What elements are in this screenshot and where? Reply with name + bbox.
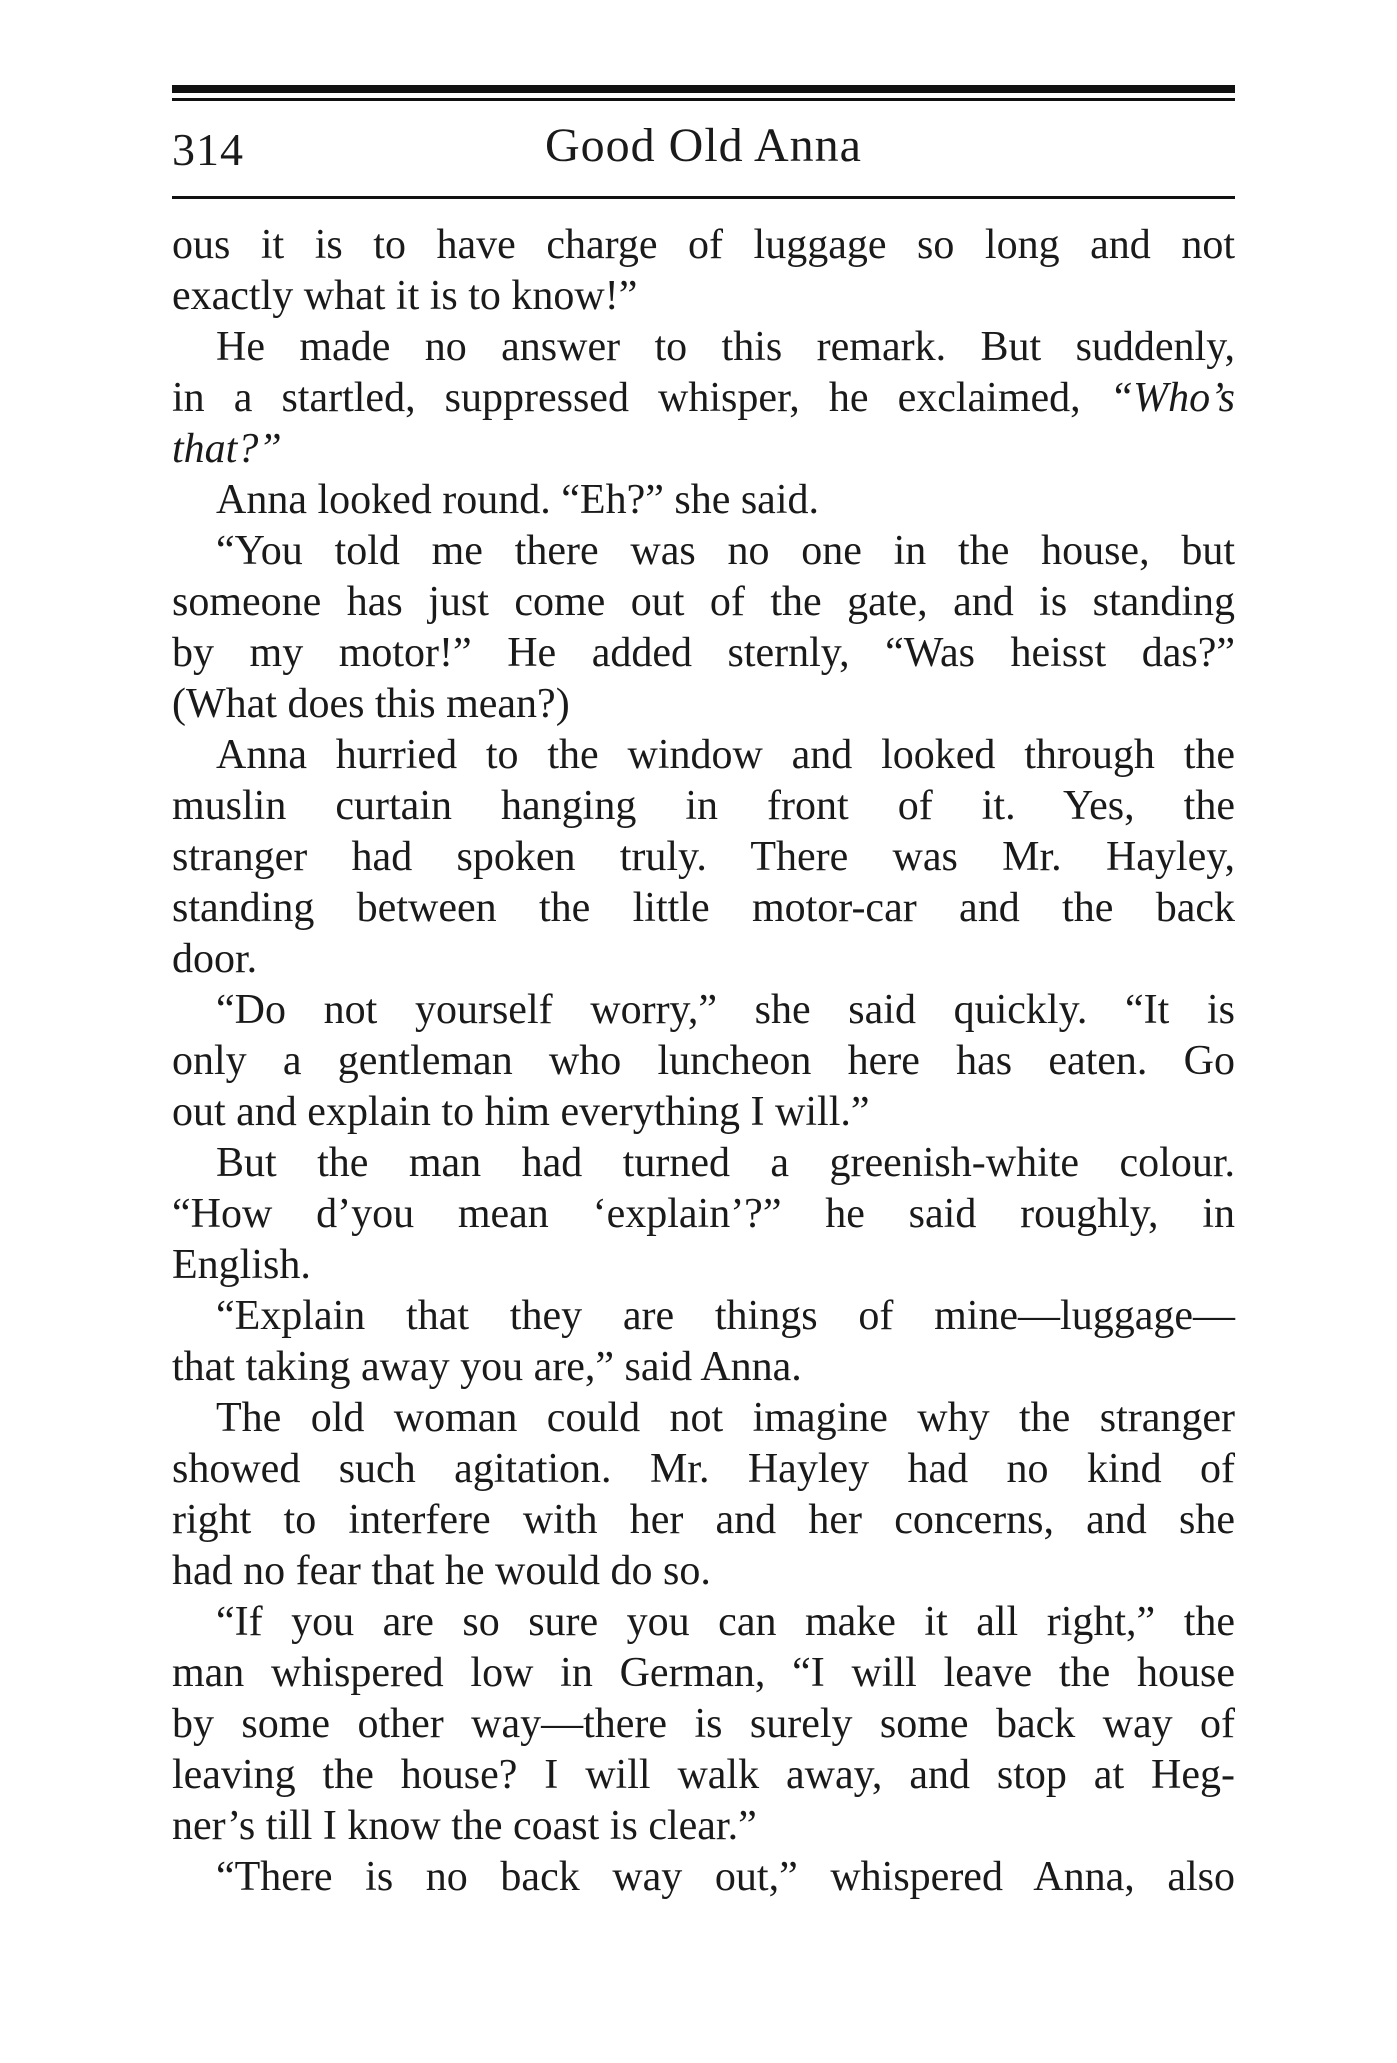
running-title: Good Old Anna bbox=[545, 119, 862, 172]
text-line: “Do not yourself worry,” she said quickly. “It is bbox=[216, 987, 1235, 1033]
text-line: (What does this mean?) bbox=[172, 681, 570, 727]
text-line: The old woman could not imagine why the stranger bbox=[216, 1395, 1235, 1441]
text-line: “Explain that they are things of mine—luggage— bbox=[216, 1293, 1235, 1339]
text-line: out and explain to him everything I will.” bbox=[172, 1089, 870, 1135]
text-line: “If you are so sure you can make it all right,” the bbox=[216, 1599, 1235, 1645]
text-line: by some other way—there is surely some back way of bbox=[172, 1701, 1235, 1747]
text-line: “How d’you mean ‘explain’?” he said roughly, in bbox=[172, 1191, 1235, 1237]
body-text bbox=[172, 220, 1235, 1903]
text-line: ous it is to have charge of luggage so long and not bbox=[172, 222, 1235, 268]
text-line: standing between the little motor-car and the back bbox=[172, 885, 1235, 931]
header-rule-thin bbox=[172, 98, 1235, 101]
text-line: man whispered low in German, “I will leave the house bbox=[172, 1650, 1235, 1696]
header-rule-thick bbox=[172, 85, 1235, 93]
text-line: only a gentleman who luncheon here has eaten. Go bbox=[172, 1038, 1235, 1084]
text-line: exactly what it is to know!” bbox=[172, 273, 638, 319]
text-line: Anna hurried to the window and looked through the bbox=[216, 732, 1235, 778]
text-line: showed such agitation. Mr. Hayley had no kind of bbox=[172, 1446, 1235, 1492]
text-line: Anna looked round. “Eh?” she said. bbox=[216, 477, 819, 523]
text-line bbox=[172, 373, 1235, 424]
text-line: stranger had spoken truly. There was Mr. Hayley, bbox=[172, 834, 1235, 880]
page-header bbox=[172, 110, 1235, 190]
text-line: English. bbox=[172, 1242, 311, 1288]
text-line bbox=[172, 424, 1235, 475]
italic-segment: “Who’s bbox=[1109, 375, 1236, 421]
italic-segment: that?” bbox=[172, 426, 282, 472]
text-line: had no fear that he would do so. bbox=[172, 1548, 711, 1594]
text-line: He made no answer to this remark. But suddenly, bbox=[216, 324, 1235, 370]
text-line: “There is no back way out,” whispered Anna, also bbox=[216, 1854, 1235, 1900]
text-line: But the man had turned a greenish-white colour. bbox=[216, 1140, 1235, 1186]
page-number: 314 bbox=[172, 124, 244, 175]
text-line: muslin curtain hanging in front of it. Yes, the bbox=[172, 783, 1235, 829]
header-rule-bottom bbox=[172, 196, 1235, 199]
text-line: ner’s till I know the coast is clear.” bbox=[172, 1803, 757, 1849]
text-line: “You told me there was no one in the house, but bbox=[216, 528, 1235, 574]
text-line: right to interfere with her and her concerns, and she bbox=[172, 1497, 1235, 1543]
text-line: leaving the house? I will walk away, and stop at Heg- bbox=[172, 1752, 1235, 1798]
text-line: by my motor!” He added sternly, “Was heisst das?” bbox=[172, 630, 1235, 676]
text-segment: in a startled, suppressed whisper, he exclaimed, bbox=[172, 375, 1081, 421]
text-line: someone has just come out of the gate, and is standing bbox=[172, 579, 1235, 625]
text-line: that taking away you are,” said Anna. bbox=[172, 1344, 802, 1390]
text-line: door. bbox=[172, 936, 258, 982]
